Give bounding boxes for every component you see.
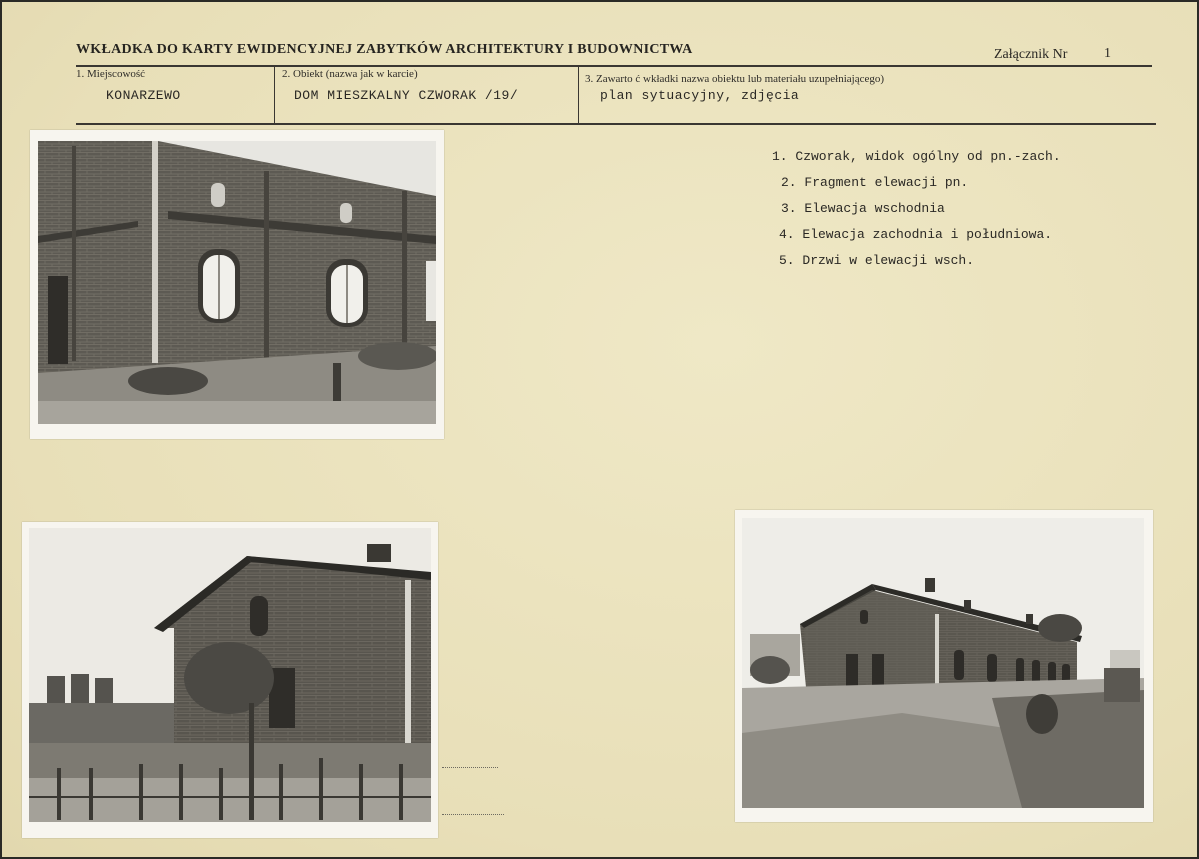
caption-item: 2. Fragment elewacji pn. [781,175,969,190]
record-sheet [2,2,1197,857]
field-locality-value: KONARZEWO [106,88,181,103]
caption-item: 3. Elewacja wschodnia [781,201,945,216]
photo-general-view [735,510,1153,822]
general-view-image [742,518,1144,808]
caption-item: 4. Elewacja zachodnia i południowa. [779,227,1053,242]
field-divider-1 [274,67,275,123]
pencil-mark-line [442,814,504,815]
field-contents-label: 3. Zawarto ć wkładki nazwa obiektu lub materiału uzupełniającego) [585,73,885,85]
photo-facade-detail [30,130,444,439]
facade-detail-image [38,141,436,424]
caption-item: 5. Drzwi w elewacji wsch. [779,253,975,268]
field-locality-label: 1. Miejscowość [76,68,146,80]
field-object-label: 2. Obiekt (nazwa jak w karcie) [282,68,418,80]
annex-label: Załącznik Nr [994,47,1068,62]
annex-number: 1 [1104,46,1111,61]
field-divider-2 [578,67,579,123]
pencil-mark-line [442,767,498,768]
header-rule-top [76,65,1152,67]
field-contents-value: plan sytuacyjny, zdjęcia [600,88,800,103]
gable-view-image [29,528,431,822]
photo-gable-view [22,522,438,838]
document-title: WKŁADKA DO KARTY EWIDENCYJNEJ ZABYTKÓW ARCHITEKTURY I BUDOWNICTWA [76,42,693,57]
caption-item: 1. Czworak, widok ogólny od pn.-zach. [772,149,1061,164]
field-object-value: DOM MIESZKALNY CZWORAK /19/ [294,88,519,103]
photo-captions-list [772,148,1061,278]
header-rule-bottom [76,123,1156,125]
